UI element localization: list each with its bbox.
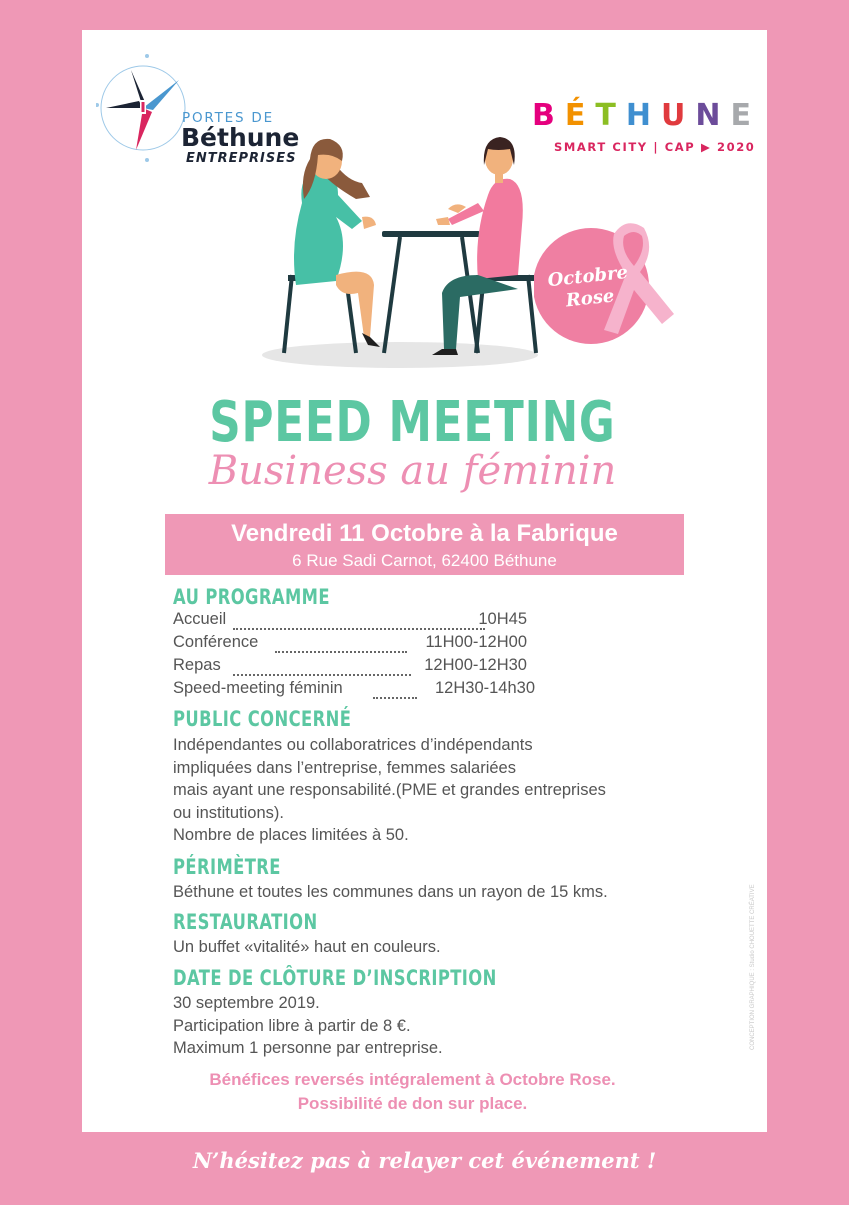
perimetre-line: Béthune et toutes les communes dans un rayon de 15 kms. (173, 883, 608, 901)
perimetre-text (173, 881, 608, 904)
dot-leader (233, 658, 411, 676)
section-heading-perimetre: PÉRIMÈTRE (173, 855, 281, 879)
programme-label: Accueil (173, 610, 227, 628)
logo-letter: T (595, 98, 626, 133)
event-title: SPEED MEETING (209, 390, 616, 455)
logo-letter: E (730, 98, 761, 133)
restauration-text (173, 936, 441, 959)
programme-row (173, 679, 553, 702)
cloture-line: Participation libre à partir de 8 €. (173, 1016, 411, 1035)
restauration-line: Un buffet «vitalité» haut en couleurs. (173, 938, 441, 956)
flyer-card (82, 30, 767, 1132)
programme-time: 12H00-12H30 (424, 656, 527, 674)
cloture-text (173, 992, 443, 1060)
section-heading-restauration: RESTAURATION (173, 910, 318, 934)
badge-line1: Octobre (546, 261, 629, 292)
public-line: ou institutions). (173, 803, 284, 822)
design-credit: CONCEPTION GRAPHIQUE : Studio CHOUETTE CRÉATIVE (750, 884, 756, 1050)
event-subtitle: Business au féminin (208, 448, 617, 494)
logo-bethune-text: Béthune (181, 123, 300, 152)
play-arrow-icon: ▶ (700, 140, 712, 154)
dot-leader (275, 635, 407, 653)
logo-letter: H (625, 98, 661, 133)
event-date-line: Vendredi 11 Octobre à la Fabrique (231, 520, 618, 547)
public-line: mais ayant une responsabilité.(PME et grandes entreprises (173, 781, 606, 799)
cloture-line: 30 septembre 2019. (173, 994, 320, 1012)
event-date-banner (165, 514, 684, 575)
logo-entreprises-text: ENTREPRISES (186, 151, 297, 166)
public-text (173, 734, 606, 847)
benefits-line2: Possibilité de don sur place. (297, 1094, 528, 1113)
tagline-smart-city: SMART CITY (554, 140, 648, 154)
logo-letter: É (564, 98, 596, 133)
public-line: Nombre de places limitées à 50. (173, 826, 409, 844)
programme-row (173, 610, 553, 633)
dot-leader (373, 681, 417, 699)
programme-row (173, 656, 553, 679)
tagline-year: 2020 (717, 140, 756, 154)
programme-time: 11H00-12H00 (425, 633, 527, 651)
event-address: 6 Rue Sadi Carnot, 62400 Béthune (292, 551, 557, 570)
programme-label: Repas (173, 656, 221, 674)
section-heading-programme: AU PROGRAMME (173, 585, 330, 609)
badge-line2: Rose (564, 285, 616, 312)
cloture-line: Maximum 1 personne par entreprise. (173, 1039, 443, 1057)
public-line: impliquées dans l’entreprise, femmes salariées (173, 758, 516, 777)
programme-label: Conférence (173, 633, 259, 651)
portes-de-bethune-logo-icon (96, 52, 186, 164)
section-heading-cloture: DATE DE CLÔTURE D’INSCRIPTION (173, 966, 497, 990)
logo-letter: B (532, 98, 565, 133)
footer-call-to-action: N’hésitez pas à relayer cet événement ! (192, 1148, 657, 1173)
benefits-line1: Bénéfices reversés intégralement à Octobre Rose. (209, 1070, 616, 1089)
programme-label: Speed-meeting féminin (173, 679, 343, 697)
public-line: Indépendantes ou collaboratrices d’indépendants (173, 736, 533, 754)
logo-letter: N (695, 98, 731, 133)
programme-row (173, 633, 553, 656)
logo-portes-de-text: PORTES DE (182, 110, 274, 126)
tagline-cap: CAP (664, 140, 696, 154)
programme-time: 10H45 (478, 610, 527, 628)
programme-time: 12H30-14h30 (435, 679, 535, 697)
tagline-separator: | (653, 140, 660, 154)
section-heading-public: PUBLIC CONCERNÉ (173, 707, 352, 731)
dot-leader (233, 612, 485, 630)
logo-letter: U (660, 98, 696, 133)
